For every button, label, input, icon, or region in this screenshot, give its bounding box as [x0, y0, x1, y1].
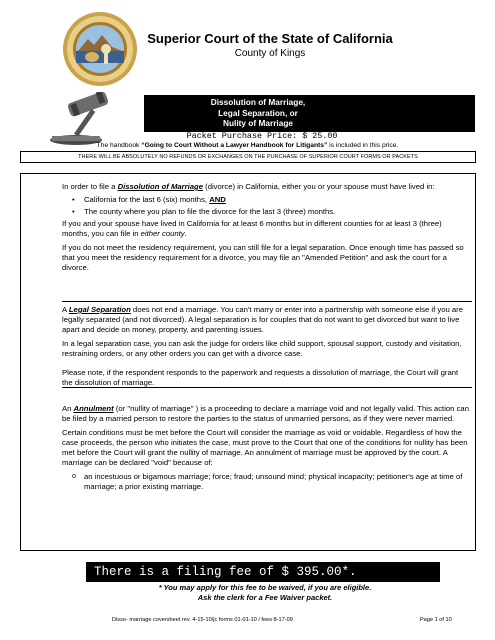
- fee-waiver-note: [120, 583, 410, 603]
- residency-note: If you do not meet the residency requirement, you can still file for a legal separation. Once enough time has passed so that you meet the residency requirement for a divorce, you may file an "Amended Petition" and ask the court for a divorce.: [62, 243, 464, 272]
- filing-fee-banner: There is a filing fee of $ 395.00*.: [86, 562, 440, 582]
- packet-price: Packet Purchase Price: $ 25.00: [186, 131, 338, 141]
- annulment-conditions: Certain conditions must be met before the Court will consider the marriage as void or voidable. Regardless of how the case proceeds, the person who initiates the case, must prove to the Court that one of the conditions for nullity has been met before the Court will grant the nullity of marriage. An annulment of marriage must be approved by the court. A marriage can be declared "void" because of:: [62, 428, 468, 467]
- packet-title-line2: Legal Separation, or: [218, 107, 298, 118]
- handbook-title: “Going to Court Without a Lawyer Handbook for Litigants”: [141, 142, 328, 149]
- county-name: County of Kings: [234, 48, 306, 59]
- refund-notice: THERE WILL BE ABSOLUTELY NO REFUNDS OR EXCHANGES ON THE PURCHASE OF SUPERIOR COURT FORMS OR PACKETS: [20, 151, 476, 163]
- footer-revision: Disso- marriage coversheet rev. 4-15-10/jc forms 01-01-10 / fees 8-17-09: [112, 617, 293, 623]
- annulment-term: Annulment: [73, 404, 114, 413]
- respondent-note: Please note, if the respondent responds to the paperwork and requests a dissolution of marriage, the Court will grant the dissolution of marriage.: [62, 368, 459, 387]
- dissolution-section: [62, 182, 470, 273]
- dissolution-term: Dissolution of Marriage: [117, 182, 203, 191]
- divider: [62, 301, 472, 302]
- packet-title: [172, 95, 344, 133]
- separation-section: [62, 305, 470, 359]
- and-emphasis: AND: [209, 195, 226, 204]
- packet-title-line1: Dissolution of Marriage,: [210, 97, 306, 107]
- annulment-intro: An Annulment (or "nullity of marriage" ) is a proceeding to declare a marriage void and not legally valid. This action can be filed by a married person to restore the parties to the status of unmarried persons, as if they were never married.: [62, 404, 469, 423]
- separation-term: Legal Separation: [68, 305, 131, 314]
- california-seal-icon: [62, 11, 138, 87]
- fee-waiver-line2: Ask the clerk for a Fee Waiver packet.: [197, 593, 333, 602]
- court-name: Superior Court of the State of California: [147, 31, 393, 46]
- list-item: • The county where you plan to file the divorce for the last 3 (three) months.: [62, 207, 470, 217]
- list-item: • California for the last 6 (six) months, AND: [62, 195, 470, 205]
- list-item: o an incestuous or bigamous marriage; force; fraud; unsound mind; physical incapacity; petitioner's age at time of marriage; a prior existing marriage.: [62, 472, 470, 492]
- packet-title-line3: Nulity of Marriage: [222, 118, 294, 129]
- handbook-suffix: is included in this price.: [327, 142, 399, 149]
- separation-intro: A Legal Separation does not end a marriage. You can't marry or enter into a partnership with someone else if you are legally separated (and not divorced). A legal separation is for couples that do not want to get divorced but want to live apart and decide on money, property, and parenting issues.: [62, 305, 464, 334]
- fee-waiver-line1: * You may apply for this fee to be waived, if you are eligible.: [158, 583, 372, 592]
- gavel-icon: [44, 92, 144, 146]
- handbook-prefix: The handbook: [96, 142, 142, 149]
- annulment-section: [62, 404, 470, 494]
- dissolution-intro: In order to file a Dissolution of Marriage (divorce) in California, either you or your spouse must have lived in:: [62, 182, 435, 191]
- handbook-note: [20, 142, 475, 149]
- separation-orders: In a legal separation case, you can ask the judge for orders like child support, spousal support, custody and visitation, restraining orders, or any other orders you can get with a divorce case.: [62, 339, 462, 358]
- dissolution-counties: If you and your spouse have lived in California for at least 6 months but in different counties for at least 3 (three) months, you can file in either county.: [62, 219, 442, 238]
- page-number: Page 1 of 10: [420, 617, 452, 623]
